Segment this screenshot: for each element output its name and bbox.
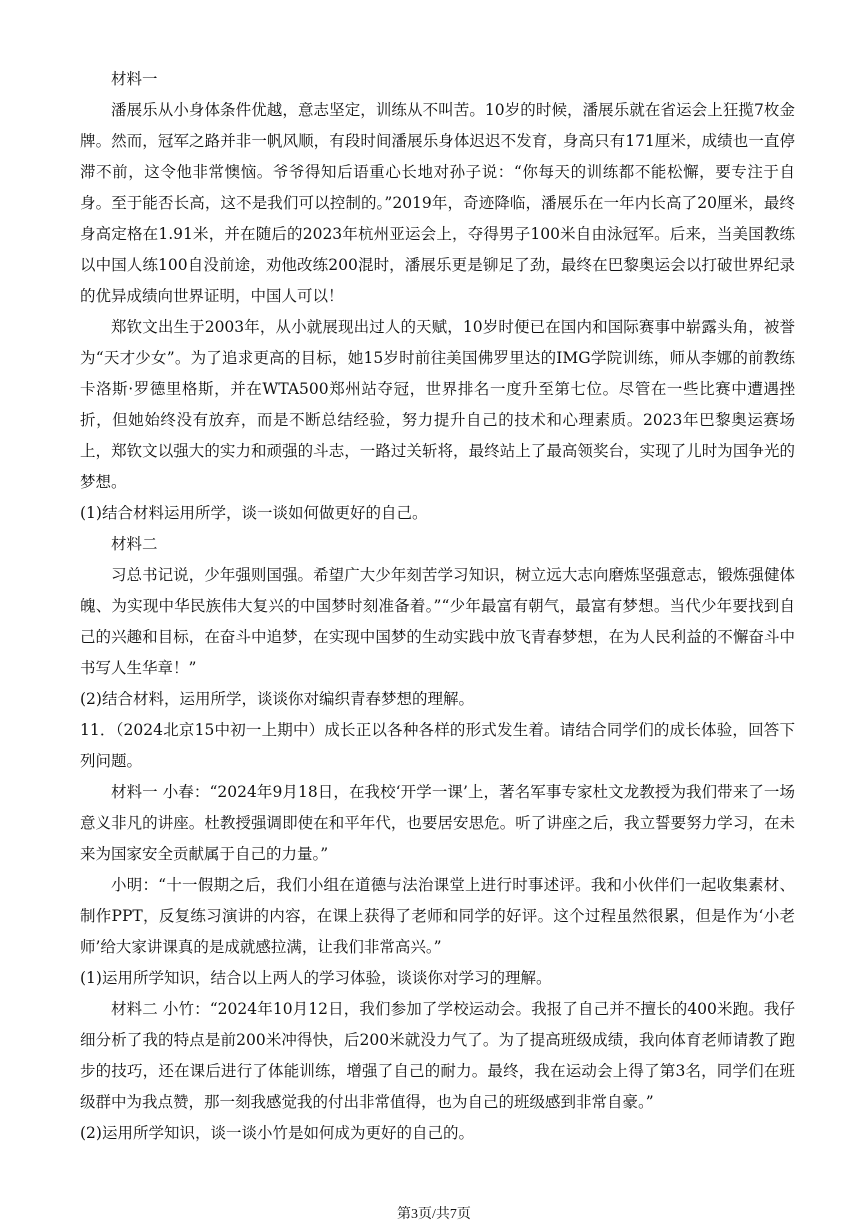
paragraph-zheng-qinwen: 郑钦文出生于2003年，从小就展现出过人的天赋，10岁时便已在国内和国际赛事中崭露头角，被誉为“天才少女”。为了追求更高的目标，她15岁时前往美国佛罗里达的IMG学院训练，师从李娜的前教练卡洛斯·罗德里格斯，并在WTA500郑州站夺冠，世界排名一度升至第七位。尽管在一些比赛中遭遇挫折，但她始终没有放弃，而是不断总结经验，努力提升自己的技术和心理素质。2023年巴黎奥运赛场上，郑钦文以强大的实力和顽强的斗志，一路过关斩将，最终站上了最高领奖台，实现了儿时为国争光的梦想。 — [80, 318, 795, 491]
document-page — [80, 64, 795, 1149]
paragraph-xiaoming: 小明：“十一假期之后，我们小组在道德与法治课堂上进行时事述评。我和小伙伴们一起收集素材、制作PPT，反复练习演讲的内容，在课上获得了老师和同学的好评。这个过程虽然很累，但是作为‘小老师’给大家讲课真的是成就感拉满，让我们非常高兴。” — [80, 876, 795, 956]
question-11-2: (2)运用所学知识，谈一谈小竹是如何成为更好的自己的。 — [80, 1124, 474, 1142]
question-2: (2)结合材料，运用所学，谈谈你对编织青春梦想的理解。 — [80, 690, 474, 708]
material-1-label: 材料一 — [111, 70, 158, 88]
paragraph-pan-zhanle: 潘展乐从小身体条件优越，意志坚定，训练从不叫苦。10岁的时候，潘展乐就在省运会上狂揽7枚金牌。然而，冠军之路并非一帆风顺，有段时间潘展乐身体迟迟不发育，身高只有171厘米，成绩也一直停滞不前，这令他非常懊恼。爷爷得知后语重心长地对孙子说：“你每天的训练都不能松懈，要专注于自身。至于能否长高，这不是我们可以控制的。”2019年，奇迹降临，潘展乐在一年内长高了20厘米，最终身高定格在1.91米，并在随后的2023年杭州亚运会上，夺得男子100米自由泳冠军。后来，当美国教练以中国人练100自没前途，劝他改练200混时，潘展乐更是铆足了劲，最终在巴黎奥运会以打破世界纪录的优异成绩向世界证明，中国人可以！ — [80, 101, 795, 305]
material-2-label: 材料二 — [111, 535, 158, 553]
paragraph-xiaozhu: 材料二 小竹：“2024年10月12日，我们参加了学校运动会。我报了自己并不擅长的400米跑。我仔细分析了我的特点是前200米冲得快，后200米就没力气了。为了提高班级成绩，我向体育老师请教了跑步的技巧，还在课后进行了体能训练，增强了自己的耐力。最终，我在运动会上得了第3名，同学们在班级群中为我点赞，那一刻我感觉我的付出非常值得，也为自己的班级感到非常自豪。” — [80, 1000, 795, 1111]
paragraph-xiaochun: 材料一 小春：“2024年9月18日，在我校‘开学一课’上，著名军事专家杜文龙教授为我们带来了一场意义非凡的讲座。杜教授强调即使在和平年代，也要居安思危。听了讲座之后，我立誓要努力学习，在未来为国家安全贡献属于自己的力量。” — [80, 783, 795, 863]
question-1: (1)结合材料运用所学，谈一谈如何做更好的自己。 — [80, 504, 428, 522]
question-11-1: (1)运用所学知识，结合以上两人的学习体验，谈谈你对学习的理解。 — [80, 969, 552, 987]
question-11-stem: 11．（2024北京15中初一上期中）成长正以各种各样的形式发生着。请结合同学们的成长体验，回答下列问题。 — [80, 721, 795, 770]
page-number: 第3页/共7页 — [397, 1207, 471, 1222]
paragraph-xi-quote: 习总书记说，少年强则国强。希望广大少年刻苦学习知识，树立远大志向磨炼坚强意志，锻炼强健体魄、为实现中华民族伟大复兴的中国梦时刻准备着。”“少年最富有朝气，最富有梦想。当代少年要找到自己的兴趣和目标，在奋斗中追梦，在实现中国梦的生动实践中放飞青春梦想，在为人民利益的不懈奋斗中书写人生华章！” — [80, 566, 795, 677]
